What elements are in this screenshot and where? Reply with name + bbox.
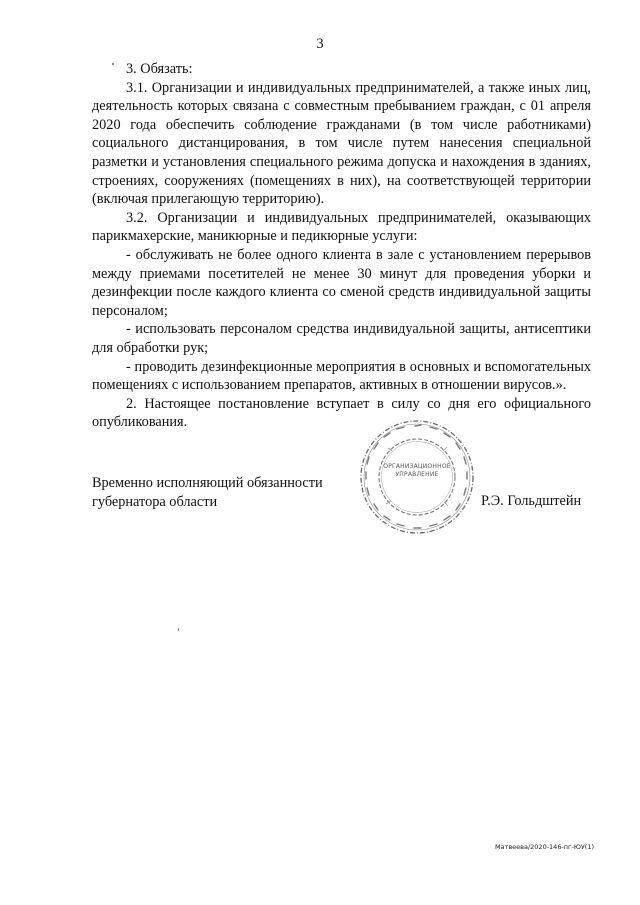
signatory-position-line2: губернатора области bbox=[92, 493, 218, 510]
paragraph-obligate: 3. Обязать: bbox=[126, 61, 193, 77]
signatory-position bbox=[92, 474, 323, 511]
scan-speck bbox=[112, 63, 114, 65]
signatory-name: Р.Э. Гольдштейн bbox=[481, 493, 582, 509]
list-item-disinfection: - проводить дезинфекционные мероприятия в основных и вспомогательных помещениях с использованием препаратов, активных в отношении вирусов.». bbox=[92, 358, 591, 394]
scan-speck bbox=[178, 628, 179, 631]
list-item-protective-equipment: - использовать персоналом средства индивидуальной защиты, антисептики для обработки рук; bbox=[92, 321, 591, 356]
paragraph-3-1: 3.1. Организации и индивидуальных предпринимателей, а также иных лиц, деятельность которых связана с совместным пребыванием граждан, с 01 апреля 2020 года обеспечить соблюдение гражданами (в том числе работниками) социального дистанцирования, в том числе путем нанесения специальной разметки и установления специального режима допуска и нахождения в зданиях, строениях, сооружениях (помещениях в них), на соответствующей территории (включая прилегающую территорию). bbox=[92, 79, 591, 208]
signatory-position-line1: Временно исполняющий обязанности bbox=[92, 475, 323, 491]
paragraph-effective-date: 2. Настоящее постановление вступает в силу со дня его официального опубликования. bbox=[92, 395, 591, 431]
document-footer-code: Матвеева/2020-146-пг-ЮУ(1) bbox=[494, 843, 594, 851]
seal-inner-text bbox=[378, 463, 456, 479]
page-number: 3 bbox=[316, 36, 324, 52]
paragraph-3-2: 3.2. Организации и индивидуальных предпринимателей, оказывающих парикмахерские, маникюрные и педикюрные услуги: bbox=[92, 209, 591, 245]
seal-inner-line1: ОРГАНИЗАЦИОННОЕ bbox=[383, 463, 451, 470]
list-item-service-one-client: - обслуживать не более одного клиента в зале с установлением перерывов между приемами посетителей не менее 30 минут для проведения уборки и дезинфекции после каждого клиента со сменой средств индивидуальной защиты персоналом; bbox=[92, 246, 591, 319]
document-body bbox=[92, 60, 591, 432]
official-seal-stamp bbox=[358, 418, 476, 536]
seal-inner-line2: УПРАВЛЕНИЕ bbox=[395, 471, 439, 478]
